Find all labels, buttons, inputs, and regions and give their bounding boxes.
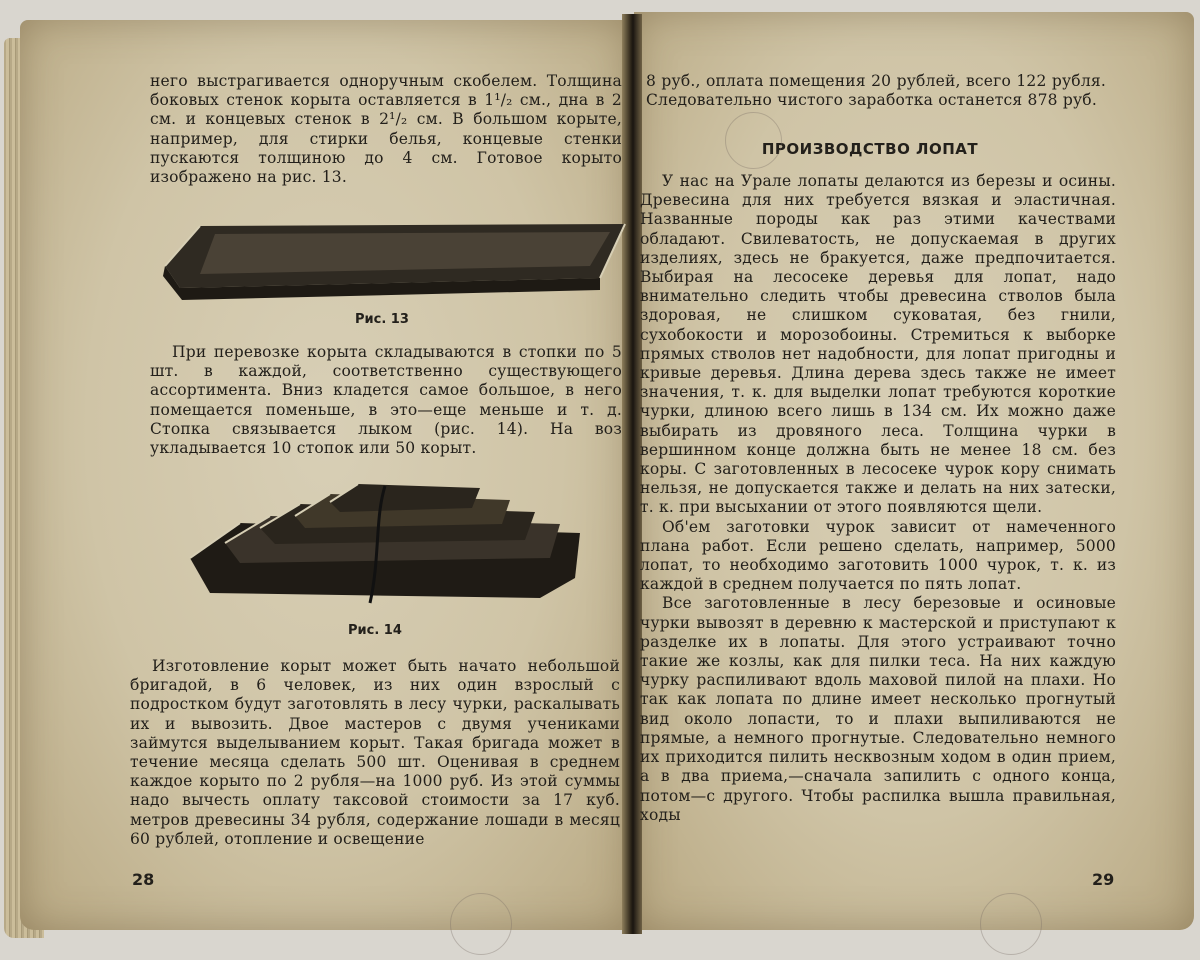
right-paragraph-4-text: Все заготовленные в лесу березовые и осиновые чурки вывозят в деревню к мастерской и приступают к разделке их в лопаты. Для этого устраивают точно такие же козлы, как для пилки теса. На них каждую чурку распиливают вдоль маховой пилой на плахи. Но так как лопата по длине имеет несколько прогнутый вид около лопасти, то и плахи выпиливаются не прямые, а немного прогнутые. Следовательно немного их приходится пилить несквозным ходом в один прием, а в два приема,—сначала запилить с одного конца, потом—с другого. Чтобы распилка вышла правильная, ходы [640,594,1116,824]
left-paragraph-2-text: При перевозке корыта складываются в стопки по 5 шт. в каждой, соответственно существующего ассортимента. Вниз кладется самое большое, в него помещается поменьше, в это—еще меньше и т. д. Стопка связывается лыком (рис. 14). На воз укладывается 10 стопок или 50 корыт. [150,343,622,458]
book-spine [622,14,642,934]
left-paragraph-3 [130,657,620,849]
stamp-mark [450,893,512,955]
page-number-left: 28 [132,870,155,889]
left-paragraph-2 [150,343,622,458]
section-heading: ПРОИЗВОДСТВО ЛОПАТ [761,140,979,158]
stamp-mark [725,112,782,169]
right-body [640,172,1116,825]
left-paragraph-3-text: Изготовление корыт может быть начато небольшой бригадой, в 6 человек, из них один взрослый с подростком будут заготовлять в лесу чурки, раскалывать их и вывозить. Двое мастеров с двумя учениками займутся выделыванием корыт. Такая бригада может в течение месяца сделать 500 шт. Оценивая в среднем каждое корыто по 2 рубля—на 1000 руб. Из этой суммы надо вычесть оплату таксовой стоимости за 17 куб. метров древесины 34 рубля, содержание лошади в месяц 60 рублей, отопление и освещение [130,657,620,848]
page-number-right: 29 [1092,870,1115,889]
figure-14-stacked-troughs [180,478,600,608]
figure-13-trough [160,218,630,303]
figure-14-caption: Рис. 14 [348,623,402,638]
left-paragraph-1 [150,72,622,187]
stamp-mark [980,893,1042,955]
right-paragraph-3-text: Об'ем заготовки чурок зависит от намеченного плана работ. Если решено сделать, например, 5000 лопат, то необходимо заготовить 1000 чурок, т. к. из каждой в среднем получается по пять лопат. [640,517,1116,594]
figure-13-caption: Рис. 13 [355,312,409,327]
right-paragraph-2-text: У нас на Урале лопаты делаются из березы и осины. Древесина для них требуется вязкая и эластичная. Названные породы как раз этими качествами обладают. Свилеватость, не допускаемая в других изделиях, здесь не бракуется, даже предпочитается. Выбирая на лесосеке деревья для лопат, надо внимательно следить чтобы древесина стволов была здоровая, не слишком суковатая, без гнили, сухобокости и морозобоины. Стремиться к выборке прямых стволов нет надобности, для лопат пригодны и кривые деревья. Длина дерева здесь также не имеет значения, т. к. для выделки лопат требуются короткие чурки, длиною всего лишь в 134 см. Их можно даже выбирать из дровяного леса. Толщина чурки в вершинном конце должна быть не менее 18 см. без коры. С заготовленных в лесосеке чурок кору снимать нельзя, не допускается также и делать на них затески, т. к. при высыхании от этого появляются щели. [640,172,1116,517]
right-paragraph-1 [646,72,1106,110]
left-paragraph-1-text: него выстрагивается одноручным скобелем. Толщина боковых стенок корыта оставляется в 1¹/₂ см., дна в 2 см. и концевых стенок в 2¹/₂ см. В большом корыте, например, для стирки белья, концевые стенки пускаются толщиною до 4 см. Готовое корыто изображено на рис. 13. [150,72,622,187]
right-paragraph-1-text: 8 руб., оплата помещения 20 рублей, всего 122 рубля. Следовательно чистого заработка останется 878 руб. [646,72,1106,110]
